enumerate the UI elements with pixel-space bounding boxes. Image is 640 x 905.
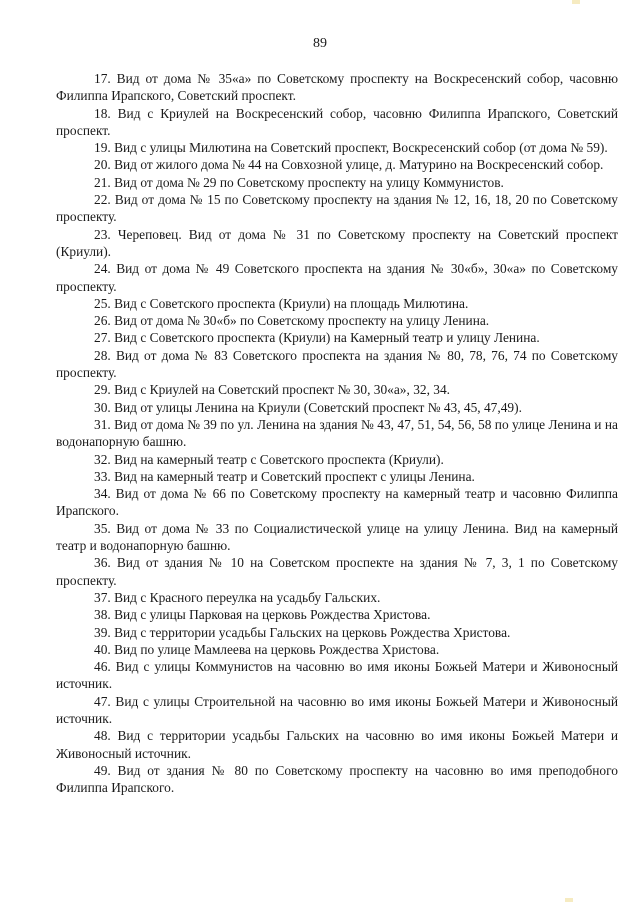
list-item: 25. Вид с Советского проспекта (Криули) на площадь Милютина. [94, 295, 469, 311]
list-item: 38. Вид с улицы Парковая на церковь Рождества Христова. [94, 607, 431, 623]
list-item: 22. Вид от дома № 15 по Советскому проспекту на здания № 12, 16, 18, 20 по Советскому проспекту. [56, 192, 618, 225]
page-number: 89 [313, 36, 327, 51]
list-item: 29. Вид с Криулей на Советский проспект № 30, 30«а», 32, 34. [94, 382, 451, 398]
list-item: 46. Вид с улицы Коммунистов на часовню во имя иконы Божьей Матери и Живоносный источник. [56, 659, 618, 692]
list-item: 37. Вид с Красного переулка на усадьбу Гальских. [94, 589, 381, 605]
list-item: 26. Вид от дома № 30«б» по Советскому проспекту на улицу Ленина. [94, 313, 490, 329]
list-item: 30. Вид от улицы Ленина на Криули (Советский проспект № 43, 45, 47,49). [94, 399, 522, 415]
list-of-views [56, 70, 618, 796]
list-item: 49. Вид от здания № 80 по Советскому проспекту на часовню во имя преподобного Филиппа Ирапского. [56, 762, 618, 796]
list-item: 40. Вид по улице Мамлеева на церковь Рождества Христова. [94, 641, 440, 657]
list-item: 20. Вид от жилого дома № 44 на Совхозной улице, д. Матурино на Воскресенский собор. [94, 157, 604, 173]
scan-artifact [565, 898, 573, 902]
list-item: 24. Вид от дома № 49 Советского проспекта на здания № 30«б», 30«а» по Советскому проспекту. [56, 261, 618, 294]
list-item: 39. Вид с территории усадьбы Гальских на церковь Рождества Христова. [94, 624, 511, 640]
list-item: 47. Вид с улицы Строительной на часовню во имя иконы Божьей Матери и Живоносный источник. [56, 693, 618, 726]
list-item: 27. Вид с Советского проспекта (Криули) на Камерный театр и улицу Ленина. [94, 330, 540, 346]
list-item: 18. Вид с Криулей на Воскресенский собор, часовню Филиппа Ирапского, Советский проспект. [56, 105, 618, 138]
list-item: 35. Вид от дома № 33 по Социалистической улице на улицу Ленина. Вид на камерный театр и водонапорную башню. [56, 520, 618, 554]
scan-artifact [572, 0, 580, 4]
list-item: 19. Вид с улицы Милютина на Советский проспект, Воскресенский собор (от дома № 59). [94, 140, 608, 156]
list-item: 36. Вид от здания № 10 на Советском проспекте на здания № 7, 3, 1 по Советскому проспекту. [56, 555, 618, 588]
list-item: 48. Вид с территории усадьбы Гальских на часовню во имя иконы Божьей Матери и Живоносный источник. [56, 728, 618, 761]
list-item: 32. Вид на камерный театр с Советского проспекта (Криули). [94, 451, 444, 467]
list-item: 34. Вид от дома № 66 по Советскому проспекту на камерный театр и часовню Филиппа Ирапского. [56, 486, 618, 519]
list-item: 31. Вид от дома № 39 по ул. Ленина на здания № 43, 47, 51, 54, 56, 58 по улице Ленина и на водонапорную башню. [56, 416, 618, 450]
list-item: 17. Вид от дома № 35«а» по Советскому проспекту на Воскресенский собор, часовню Филиппа Ирапского, Советский проспект. [56, 71, 618, 104]
list-item: 23. Череповец. Вид от дома № 31 по Советскому проспекту на Советский проспект (Криули). [56, 226, 618, 259]
list-item: 28. Вид от дома № 83 Советского проспекта на здания № 80, 78, 76, 74 по Советскому проспекту. [56, 347, 618, 381]
list-item: 21. Вид от дома № 29 по Советскому проспекту на улицу Коммунистов. [94, 174, 504, 190]
list-item: 33. Вид на камерный театр и Советский проспект с улицы Ленина. [94, 468, 475, 484]
